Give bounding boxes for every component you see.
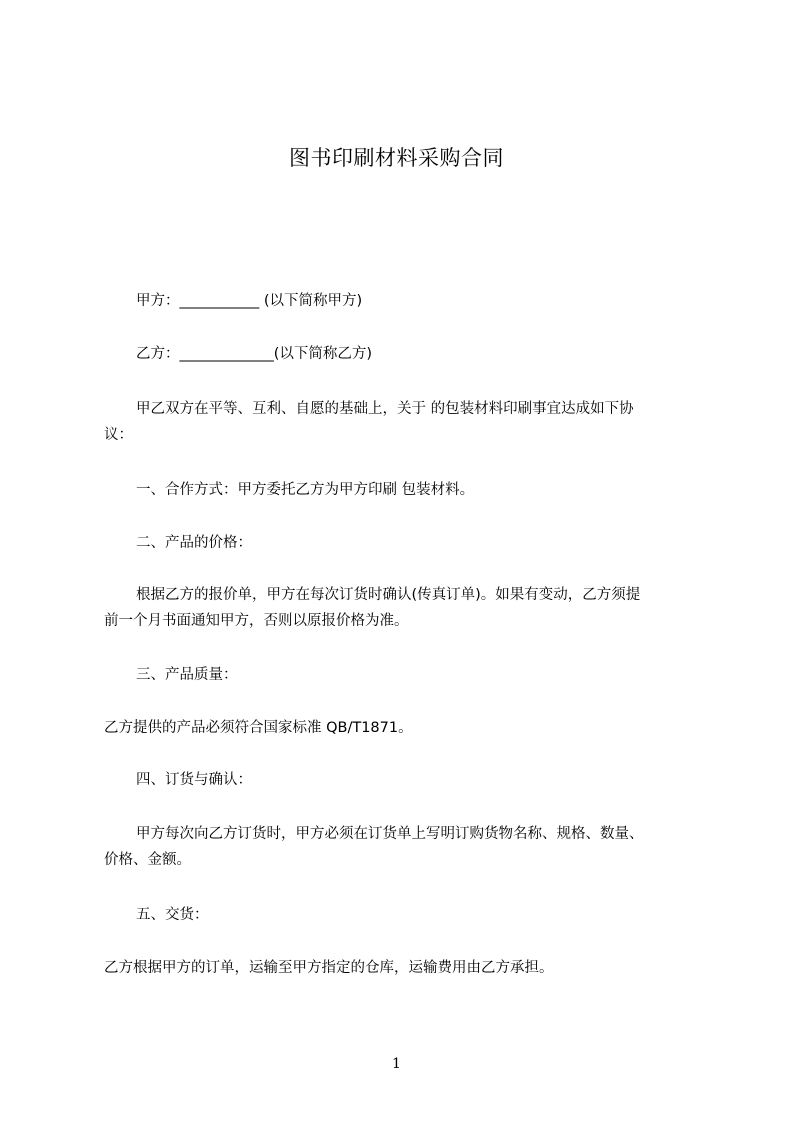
section-5-body: 乙方根据甲方的订单，运输至甲方指定的仓库，运输费用由乙方承担。: [104, 960, 554, 976]
page-number: 1: [392, 1056, 401, 1072]
section-2-heading: 二、产品的价格：: [136, 535, 252, 551]
section-2-body-line-2: 前一个月书面通知甲方，否则以原报价格为准。: [104, 613, 409, 629]
section-4-body-line-2: 价格、金额。: [104, 852, 191, 868]
section-4-body-line-1: 甲方每次向乙方订货时，甲方必须在订货单上写明订购货物名称、规格、数量、: [136, 826, 644, 842]
party-b-line: 乙方：_____________(以下简称乙方): [136, 346, 373, 362]
intro-paragraph-line-1: 甲乙双方在平等、互利、自愿的基础上，关于 的包装材料印刷事宜达成如下协: [136, 401, 634, 417]
section-2-body-line-1: 根据乙方的报价单，甲方在每次订货时确认(传真订单)。如果有变动，乙方须提: [136, 587, 641, 603]
section-4-heading: 四、订货与确认：: [136, 772, 252, 788]
party-a-line: 甲方：___________ (以下简称甲方): [136, 293, 363, 309]
document-title: 图书印刷材料采购合同: [289, 146, 504, 170]
intro-paragraph-line-2: 议：: [104, 427, 133, 443]
section-5-heading: 五、交货：: [136, 907, 209, 923]
section-1-cooperation: 一、合作方式：甲方委托乙方为甲方印刷 包装材料。: [136, 482, 475, 498]
section-3-body: 乙方提供的产品必须符合国家标准 QB/T1871。: [104, 720, 413, 736]
section-3-heading: 三、产品质量：: [136, 667, 238, 683]
